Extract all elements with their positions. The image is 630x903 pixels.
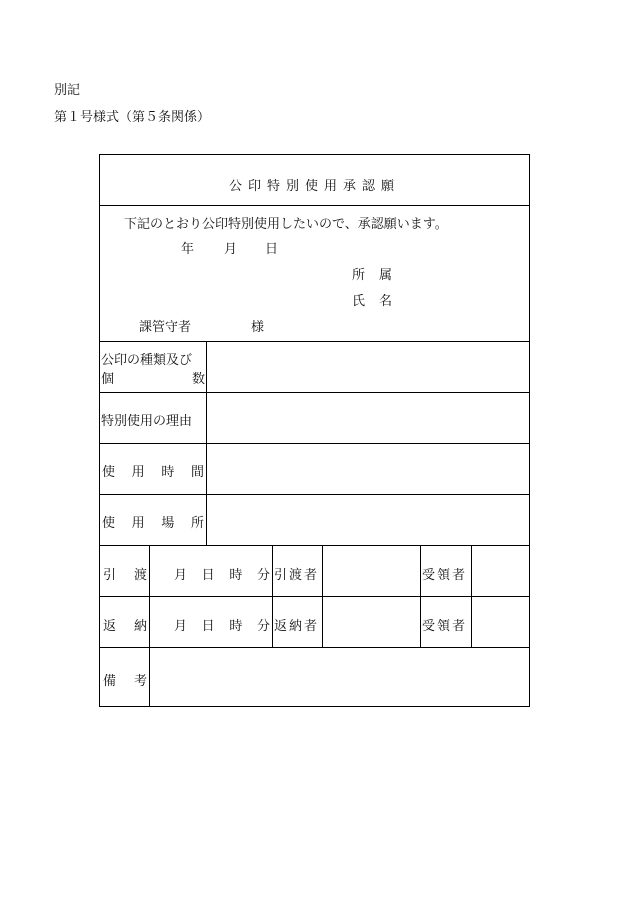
- receiver-label: 受領者: [422, 619, 468, 634]
- form-title: 公印特別使用承認願: [228, 179, 400, 194]
- seal-count-char-a: 個: [101, 372, 115, 387]
- name-label-a: 氏: [352, 294, 366, 309]
- minute-unit: 分: [256, 568, 270, 583]
- request-text: 下記のとおり公印特別使用したいので、承認願います。: [124, 217, 448, 232]
- row-divider: [99, 341, 530, 342]
- remarks-char-a: 備: [103, 674, 117, 689]
- name-label-b: 名: [379, 294, 393, 309]
- seal-type-label: 公印の種類及び: [101, 353, 193, 368]
- affiliation-label-b: 属: [379, 268, 393, 283]
- title-divider: [99, 205, 530, 206]
- reason-label: 特別使用の理由: [101, 414, 193, 429]
- handover-person-label: 引渡者: [274, 568, 320, 583]
- returner-label: 返納者: [274, 619, 320, 634]
- handover-label: [103, 564, 147, 583]
- handover-datetime: [174, 564, 270, 583]
- month-unit: 月: [174, 568, 188, 583]
- honorific-label: 様: [251, 320, 265, 335]
- usage-time-label: [102, 461, 204, 480]
- handover-char-b: 渡: [133, 568, 147, 583]
- row-divider: [99, 443, 530, 444]
- usage-time-char: 用: [131, 465, 145, 480]
- column-divider: [471, 545, 472, 647]
- form-number: 第１号様式（第５条関係）: [54, 110, 211, 125]
- date-month-label: 月: [224, 242, 238, 257]
- hour-unit: 時: [229, 619, 243, 634]
- hour-unit: 時: [229, 568, 243, 583]
- row-divider: [99, 494, 530, 495]
- return-char-a: 返: [103, 619, 117, 634]
- usage-place-label: [102, 512, 204, 531]
- usage-place-char: 場: [161, 516, 175, 531]
- row-divider: [99, 392, 530, 393]
- affiliation-label-a: 所: [352, 268, 366, 283]
- minute-unit: 分: [256, 619, 270, 634]
- label-column-divider: [206, 341, 207, 545]
- usage-time-char: 間: [190, 465, 204, 480]
- row-divider: [99, 647, 530, 648]
- usage-place-char: 用: [131, 516, 145, 531]
- date-year-label: 年: [181, 242, 195, 257]
- row-divider: [99, 545, 530, 546]
- seal-count-char-b: 数: [191, 372, 205, 387]
- month-unit: 月: [174, 619, 188, 634]
- handover-char-a: 引: [103, 568, 117, 583]
- usage-place-char: 使: [102, 516, 116, 531]
- appendix-label: 別記: [54, 83, 81, 98]
- day-unit: 日: [201, 619, 215, 634]
- day-unit: 日: [201, 568, 215, 583]
- row-divider: [99, 596, 530, 597]
- column-divider: [322, 545, 323, 647]
- return-char-b: 納: [133, 619, 147, 634]
- return-datetime: [174, 615, 270, 634]
- usage-time-char: 使: [102, 465, 116, 480]
- column-divider: [149, 545, 150, 707]
- remarks-char-b: 考: [133, 674, 147, 689]
- usage-place-char: 所: [190, 516, 204, 531]
- seal-count-label: [101, 368, 205, 387]
- remarks-label: [103, 670, 147, 689]
- receiver-label: 受領者: [422, 568, 468, 583]
- addressee-label: 課管守者: [139, 320, 192, 335]
- return-label: [103, 615, 147, 634]
- column-divider: [420, 545, 421, 647]
- column-divider: [272, 545, 273, 647]
- date-day-label: 日: [265, 242, 279, 257]
- usage-time-char: 時: [161, 465, 175, 480]
